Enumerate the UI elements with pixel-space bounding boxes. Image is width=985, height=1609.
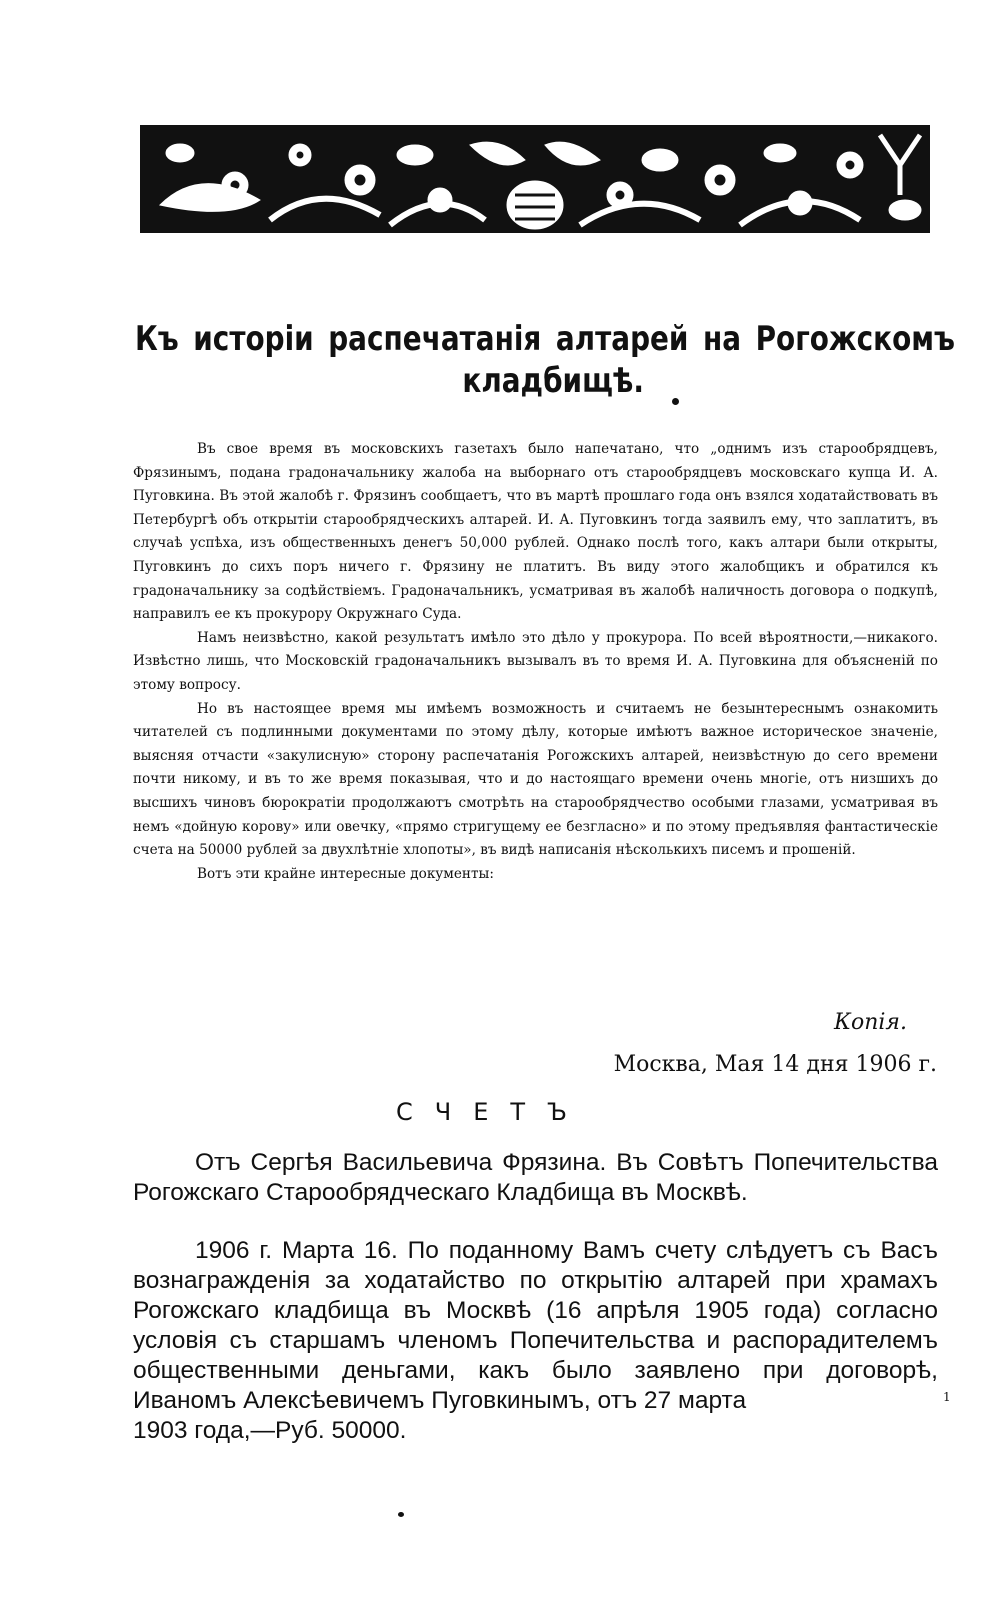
- date-line: Москва, Мая 14 дня 1906 г.: [613, 1052, 937, 1077]
- paragraph: Но въ настоящее время мы имѣемъ возможность и считаемъ не безынтереснымъ ознакомить читателей съ подлинными документами по этому дѣлу, которые имѣютъ важное историческое значеніе, выясняя отчасти «закулисную» сторону распечатанія Рогожскихъ алтарей, неизвѣстную до сего времени почти никому, и въ то же время показывая, что и до настоящаго времени очень многіе, отъ низшихъ до высшихъ чиновъ бюрократіи продолжаютъ смотрѣть на старообрядчество особыми глазами, усматривая въ немъ «дойную корову» или овечку, «прямо стригущему ее безгласно» и по этому предъявляя фантастическіе счета на 50000 рублей за двухлѣтніе хлопоты», въ видѣ написанія нѣсколькихъ писемъ и прошеній.: [133, 700, 938, 859]
- addressee-block: [133, 1148, 938, 1208]
- paragraph: Въ свое время въ московскихъ газетахъ было напечатано, что „однимъ изъ старообрядцевъ, Фрязинымъ, подана градоначальнику жалоба на выборнаго отъ старообрядцевъ московскаго купца И. А. Пуговкина. Въ этой жалобѣ г. Фрязинъ сообщаетъ, что въ мартѣ прошлаго года онъ взялся ходатайствовать въ Петербургѣ объ открытіи старообрядческихъ алтарей. И. А. Пуговкинъ тогда заявилъ ему, что заплатитъ, въ случаѣ успѣха, изъ общественныхъ денегъ 50,000 рублей. Однако послѣ того, какъ алтари были открыты, Пуговкинъ до сихъ поръ ничего г. Фрязину не платитъ. Въ виду этого жалобщикъ и обратился къ градоначальнику за содѣйствіемъ. Градоначальникъ, усматривая въ жалобѣ наличность договора о подкупѣ, направилъ ее къ прокурору Окружнаго Суда.: [133, 441, 938, 623]
- margin-note: 1: [943, 1390, 951, 1404]
- schet-heading: СЧЕТЪ: [395, 1098, 589, 1126]
- article-title: [135, 318, 955, 402]
- title-line-2: кладбищѣ.: [462, 361, 645, 401]
- paragraph: Отъ Сергѣя Васильевича Фрязина. Въ Совѣтъ Попечительства Рогожскаго Старообрядческаго Кладбища въ Москвѣ.: [133, 1149, 938, 1206]
- copy-label: Копія.: [833, 1010, 907, 1035]
- floral-ornament-icon: [140, 125, 930, 233]
- title-line-1: Къ исторіи распечатанія алтарей на Рогожскомъ: [135, 319, 955, 359]
- invoice-text: [133, 1236, 938, 1446]
- paragraph: Намъ неизвѣстно, какой результатъ имѣло это дѣло у прокурора. По всей вѣроятности,—никакого. Извѣстно лишь, что Московскій градоначальникъ вызывалъ въ то время И. А. Пуговкина для объясненій по этому вопросу.: [133, 629, 938, 693]
- intro-text: [133, 438, 938, 886]
- paragraph: 1906 г. Марта 16. По поданному Вамъ счету слѣдуетъ съ Васъ вознагражденія за ходатайство по открытію алтарей при храмахъ Рогожскаго кладбища въ Москвѣ (16 апрѣля 1905 года) согласно условія съ старшамъ членомъ Попечительства и распорадителемъ общественными деньгами, какъ было заявлено при договорѣ, Иваномъ Алексѣевичемъ Пуговкинымъ, отъ 27 марта: [133, 1237, 938, 1414]
- amount-line: 1903 года,—Руб. 50000.: [133, 1417, 407, 1444]
- paragraph: Вотъ эти крайне интересные документы:: [197, 865, 494, 882]
- ink-dot-icon: [672, 398, 679, 405]
- ink-dot-icon: [398, 1512, 404, 1517]
